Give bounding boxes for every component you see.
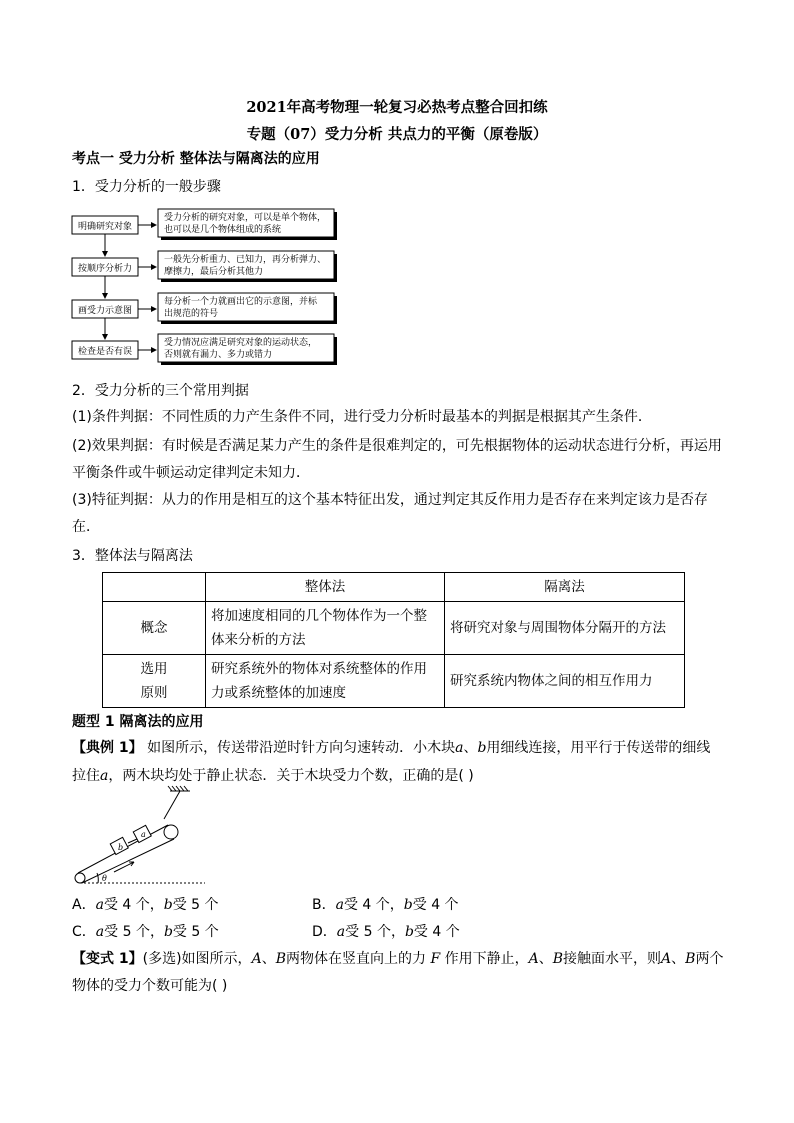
variant1-label: 【变式 1】 [72, 951, 143, 967]
table-cell-line: 体来分析的方法 [211, 632, 306, 648]
angle-arc [97, 873, 98, 883]
text-span: 、 [261, 951, 276, 967]
tixing-heading: 题型 1 隔离法的应用 [72, 714, 204, 730]
section2-p3b: 在． [72, 519, 100, 535]
string [164, 791, 180, 819]
option-b[interactable] [312, 894, 459, 914]
flow-step-1: 明确研究对象 [77, 222, 133, 232]
flow-step-4: 检查是否有误 [77, 347, 133, 357]
option-label: C． [72, 924, 96, 940]
text-span: 受 5 个， [104, 924, 164, 940]
var-B: B [685, 951, 696, 967]
table-cell-line: 原则 [140, 685, 168, 701]
section2-p2b: 平衡条件或牛顿运动定律判定未知力． [72, 465, 310, 481]
hatch [172, 786, 176, 791]
option-label: B． [312, 897, 336, 913]
flow-step-3: 画受力示意图 [77, 306, 133, 316]
variant1-line1 [72, 948, 723, 970]
option-a[interactable] [72, 894, 219, 914]
flow-desc-3a: 每分析一个力就画出它的示意图，并标 [164, 297, 318, 307]
flow-chart [70, 208, 340, 370]
variant1-line2: 物体的受力个数可能为( ) [72, 978, 228, 994]
table-cell: 将研究对象与周围物体分隔开的方法 [445, 602, 685, 655]
table-cell [206, 655, 445, 708]
hatch [176, 786, 180, 791]
text-span: 用细线连接，用平行于传送带的细线 [486, 740, 711, 756]
table-cell [206, 602, 445, 655]
section2-p2a: (2)效果判据：有时候是否满足某力产生的条件是很难判定的，可先根据物体的运动状态进行分析，再运用 [72, 438, 722, 454]
table-row-label-principle [103, 655, 206, 708]
flow-desc-4b: 否则就有漏力、多力或错力 [164, 350, 273, 360]
label-b: b [118, 843, 124, 852]
text-span: 拉住 [72, 768, 100, 784]
var-a: a [95, 897, 104, 913]
text-span: 如图所示，传送带沿逆时针方向匀速转动．小木块 [142, 740, 456, 756]
var-F: F [430, 951, 441, 967]
flow-desc-1b: 也可以是几个物体组成的系统 [164, 225, 282, 235]
table-cell-line: 选用 [140, 661, 168, 677]
var-A: A [251, 951, 262, 967]
text-span: 受 5 个 [172, 897, 219, 913]
var-a: a [95, 924, 105, 940]
text-span: ，两木块均处于静止状态．关于木块受力个数，正确的是( ) [108, 768, 474, 784]
document-subtitle: 专题（07）受力分析 共点力的平衡（原卷版） [246, 126, 548, 143]
text-span: 接触面水平，则 [563, 951, 662, 967]
text-span: 受 5 个， [345, 924, 405, 940]
text-span: 、 [671, 951, 686, 967]
var-B: B [275, 951, 286, 967]
flow-desc-2b: 摩擦力，最后分析其他力 [164, 267, 264, 277]
pulley-top [164, 825, 178, 839]
text-span: (多选)如图所示， [142, 951, 252, 967]
hatch [180, 786, 184, 791]
conveyor-figure [70, 785, 210, 890]
label-theta: θ [102, 874, 107, 883]
table-row-label-concept: 概念 [103, 602, 206, 655]
table-header-whole: 整体法 [206, 573, 445, 602]
text-span: 受 5 个 [172, 924, 219, 940]
var-a: a [336, 924, 346, 940]
var-B: B [552, 951, 564, 967]
option-label: A． [72, 897, 96, 913]
table-cell-line: 力或系统整体的加速度 [211, 685, 346, 701]
table-cell-line: 研究系统外的物体对系统整体的作用 [211, 661, 427, 677]
kaodian-heading: 考点一 受力分析 整体法与隔离法的应用 [72, 151, 320, 167]
var-b: b [163, 924, 173, 940]
flow-desc-4a: 受力情况应满足研究对象的运动状态， [164, 338, 318, 348]
belt-bottom [82, 839, 174, 883]
hatch [184, 786, 188, 791]
var-b: b [477, 740, 487, 756]
document-title: 2021年高考物理一轮复习必热考点整合回扣练 [246, 99, 548, 116]
section1-heading: 1．受力分析的一般步骤 [72, 179, 221, 195]
table-header-isolate: 隔离法 [445, 573, 685, 602]
text-span: 受 4 个， [103, 897, 164, 913]
option-c[interactable] [72, 921, 219, 941]
var-b: b [163, 897, 173, 913]
var-a: a [100, 768, 109, 784]
flow-desc-3b: 出规范的符号 [164, 309, 219, 319]
table-cell: 研究系统内物体之间的相互作用力 [445, 655, 685, 708]
table-row [103, 573, 685, 602]
option-d[interactable] [312, 921, 460, 941]
var-a: a [335, 897, 344, 913]
section2-heading: 2．受力分析的三个常用判据 [72, 383, 249, 399]
text-span: 受 4 个 [412, 897, 459, 913]
text-span: 受 4 个 [413, 924, 460, 940]
hatch [168, 786, 172, 791]
var-a: a [455, 740, 464, 756]
text-span: 、 [538, 951, 553, 967]
table-cell-empty [103, 573, 206, 602]
section3-heading: 3．整体法与隔离法 [72, 548, 193, 564]
text-span: 两物体在竖直向上的力 [285, 951, 431, 967]
label-a: a [141, 830, 146, 839]
text-span: 受 4 个， [343, 897, 404, 913]
section2-p1: (1)条件判据：不同性质的力产生条件不同，进行受力分析时最基本的判据是根据其产生条件． [72, 409, 652, 425]
var-A: A [661, 951, 672, 967]
var-A: A [528, 951, 539, 967]
section2-p3a: (3)特征判据：从力的作用是相互的这个基本特征出发，通过判定其反作用力是否存在来判定该力是否存 [72, 492, 708, 508]
example1-line2 [72, 765, 474, 787]
var-b: b [404, 924, 414, 940]
pulley-bottom [75, 873, 85, 883]
example1-label: 【典例 1】 [72, 740, 143, 756]
comparison-table [102, 572, 685, 708]
table-row [103, 602, 685, 655]
option-label: D． [312, 924, 337, 940]
text-span: 作用下静止， [440, 951, 529, 967]
table-cell-line: 将加速度相同的几个物体作为一个整 [211, 608, 427, 624]
table-row [103, 655, 685, 708]
text-span: 两个 [695, 951, 724, 967]
text-span: 、 [463, 740, 478, 756]
example1-line1 [72, 737, 710, 759]
var-b: b [403, 897, 413, 913]
flow-desc-1a: 受力分析的研究对象，可以是单个物体， [164, 213, 327, 223]
flow-step-2: 按顺序分析力 [77, 264, 133, 274]
motion-arrow [114, 862, 134, 872]
flow-desc-2a: 一般先分析重力、已知力，再分析弹力、 [164, 255, 327, 265]
